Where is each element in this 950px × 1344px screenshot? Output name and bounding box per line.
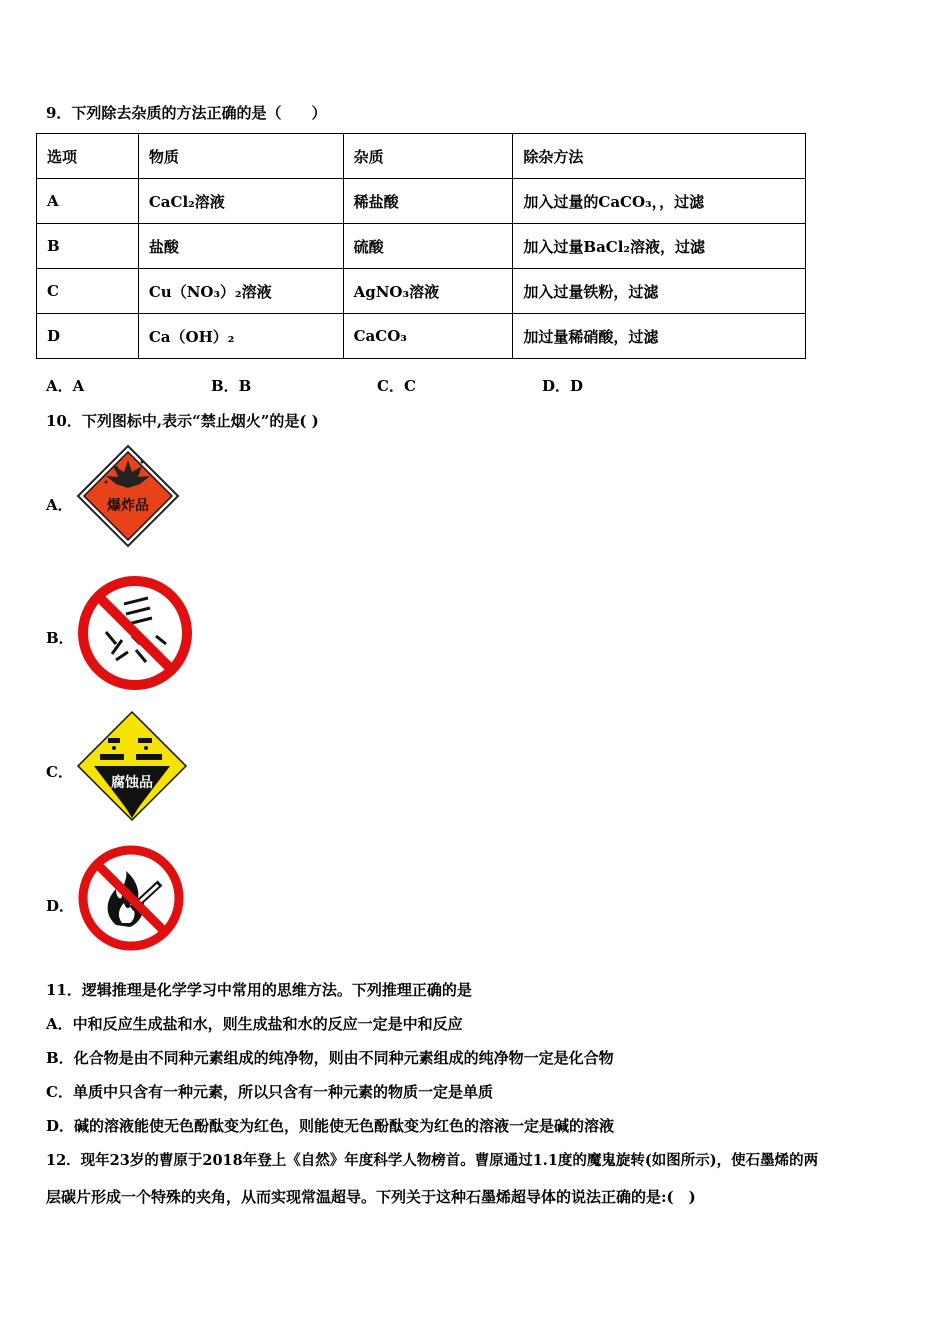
no-fire-sign-icon[interactable] [76,843,186,953]
table-cell: 稀盐酸 [343,179,513,224]
sign-text-corrosive: 腐蚀品 [111,775,153,791]
table-cell: 盐酸 [138,224,343,269]
table-cell: 加入过量BaCl₂溶液，过滤 [513,224,806,269]
no-explosives-sign-icon[interactable] [76,574,194,692]
sign-text-explosive: 爆炸品 [107,498,149,514]
explosive-sign-icon[interactable] [76,444,180,548]
q10-option-d-label[interactable]: D． [46,897,75,915]
table-cell: A [37,179,139,224]
table-row [37,269,806,314]
header-cell: 除杂方法 [513,134,806,179]
corrosive-sign-icon[interactable] [76,710,188,822]
header-cell: 选项 [37,134,139,179]
table-cell: D [37,314,139,359]
q11-option-b[interactable]: B．化合物是由不同种元素组成的纯净物，则由不同种元素组成的纯净物一定是化合物 [46,1049,614,1067]
header-cell: 杂质 [343,134,513,179]
q10-option-a-label[interactable]: A． [46,496,73,514]
q11-stem: 11．逻辑推理是化学学习中常用的思维方法。下列推理正确的是 [46,981,472,999]
q10-option-c-label[interactable]: C． [46,763,73,781]
q9-table [36,133,806,359]
q9-option-b[interactable]: B．B [211,377,252,395]
table-cell: C [37,269,139,314]
table-cell: CaCl₂溶液 [138,179,343,224]
table-cell: CaCO₃ [343,314,513,359]
table-cell: 加过量稀硝酸，过滤 [513,314,806,359]
table-cell: AgNO₃溶液 [343,269,513,314]
q12-stem-line2: 层碳片形成一个特殊的夹角，从而实现常温超导。下列关于这种石墨烯超导体的说法正确的是:( ) [46,1188,696,1206]
q9-option-a[interactable]: A．A [46,377,85,395]
q12-stem-line1: 12．现年23岁的曹原于2018年登上《自然》年度科学人物榜首。曹原通过1.1度的魔鬼旋转(如图所示)，使石墨烯的两 [46,1152,819,1169]
q11-option-c[interactable]: C．单质中只含有一种元素，所以只含有一种元素的物质一定是单质 [46,1083,493,1101]
q9-stem: 9．下列除去杂质的方法正确的是（ ） [46,104,327,122]
table-header-row [37,134,806,179]
q11-option-d[interactable]: D．碱的溶液能使无色酚酞变为红色，则能使无色酚酞变为红色的溶液一定是碱的溶液 [46,1117,615,1135]
table-cell: 硫酸 [343,224,513,269]
table-cell: Ca（OH）₂ [138,314,343,359]
table-cell: 加入过量的CaCO₃，，过滤 [513,179,806,224]
header-cell: 物质 [138,134,343,179]
table-cell: Cu（NO₃）₂溶液 [138,269,343,314]
q9-option-c[interactable]: C．C [377,377,416,395]
table-cell: 加入过量铁粉，过滤 [513,269,806,314]
q9-option-d[interactable]: D．D [542,377,584,395]
q11-option-a[interactable]: A．中和反应生成盐和水，则生成盐和水的反应一定是中和反应 [46,1015,463,1033]
table-cell: B [37,224,139,269]
q10-stem: 10．下列图标中,表示“禁止烟火”的是( ) [46,412,319,430]
table-row [37,314,806,359]
table-row [37,179,806,224]
table-row [37,224,806,269]
q10-option-b-label[interactable]: B． [46,629,74,647]
